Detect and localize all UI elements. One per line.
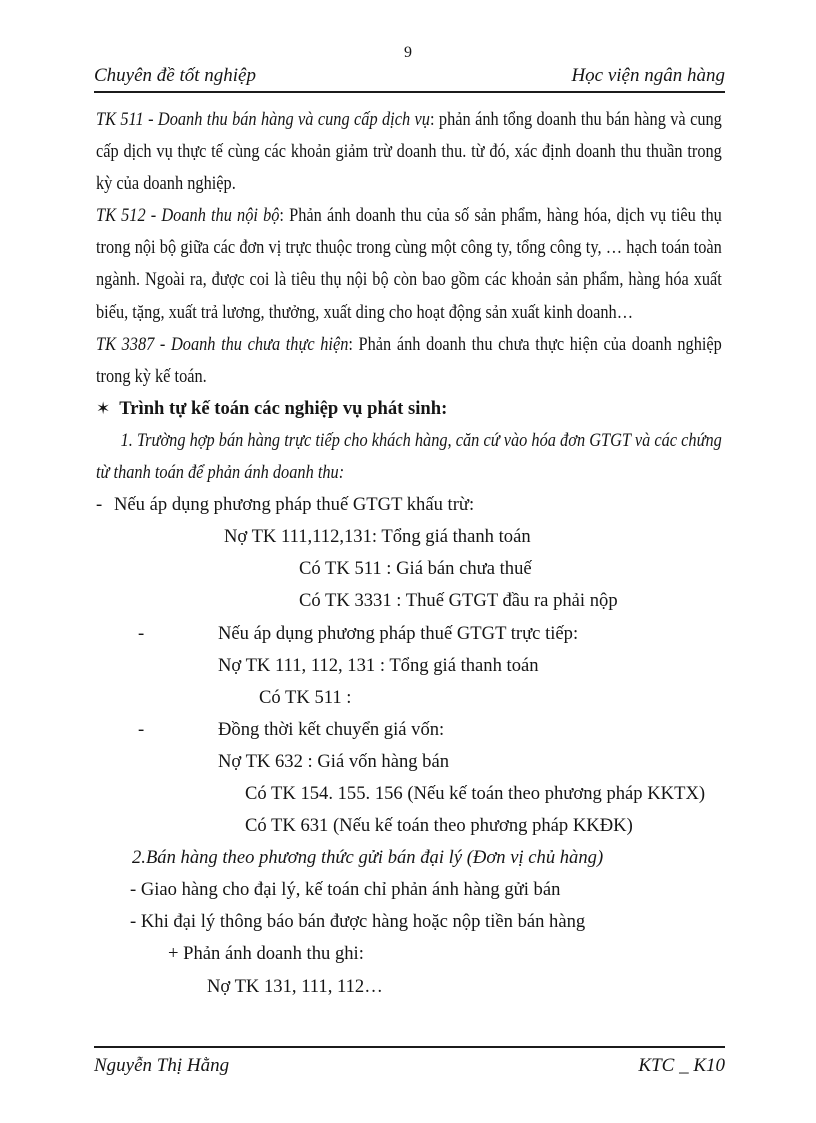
dash-marker: - xyxy=(96,494,103,516)
entry-line: Có TK 511 : xyxy=(259,686,352,708)
footer-author-text: Nguyễn Thị Hằng xyxy=(94,1055,230,1076)
paragraph-tk511 xyxy=(96,104,722,200)
entry-line: Có TK 511 : Giá bán chưa thuế xyxy=(299,558,532,580)
page-number: 9 xyxy=(404,44,412,61)
entry-line: Nợ TK 111, 112, 131 : Tổng giá thanh toán xyxy=(218,654,539,676)
account-title-tk511: TK 511 - Doanh thu bán hàng và cung cấp dịch vụ xyxy=(96,109,430,130)
entry-line: - Khi đại lý thông báo bán được hàng hoặc nộp tiền bán hàng xyxy=(130,911,586,933)
account-title-tk3387: TK 3387 - Doanh thu chưa thực hiện xyxy=(96,333,349,355)
account-title-tk512: TK 512 - Doanh thu nội bộ xyxy=(96,205,280,227)
entry-line: Nợ TK 111,112,131: Tổng giá thanh toán xyxy=(224,526,531,548)
entry-line: Nợ TK 131, 111, 112… xyxy=(207,975,383,997)
running-header xyxy=(94,64,725,93)
entry-line: - Giao hàng cho đại lý, kế toán chỉ phản ánh hàng gửi bán xyxy=(130,879,561,901)
entry-line: Có TK 154. 155. 156 (Nếu kế toán theo phương pháp KKTX) xyxy=(245,782,706,804)
paragraph-tk512 xyxy=(96,200,722,328)
header-left-text: Chuyên đề tốt nghiệp xyxy=(94,65,256,86)
entry-line: Có TK 631 (Nếu kế toán theo phương pháp KKĐK) xyxy=(245,815,633,837)
entry-line: - Đồng thời kết chuyển giá vốn: xyxy=(96,714,722,746)
entry-line: + Phản ánh doanh thu ghi: xyxy=(168,943,364,965)
section-heading-text: Trình tự kế toán các nghiệp vụ phát sinh: xyxy=(119,397,448,419)
star-bullet-icon: ✶ xyxy=(96,398,111,419)
document-body xyxy=(96,104,722,1003)
entry-line: Có TK 3331 : Thuế GTGT đầu ra phải nộp xyxy=(299,590,618,612)
paragraph-text: : Phản ánh doanh thu chưa thực hiện của doanh nghiệp trong kỳ kế toán. xyxy=(96,333,722,387)
header-right-text: Học viện ngân hàng xyxy=(571,65,725,86)
dash-marker: - xyxy=(138,718,145,740)
entry-line: 2.Bán hàng theo phương thức gửi bán đại lý (Đơn vị chủ hàng) xyxy=(132,847,604,869)
paragraph-tk3387 xyxy=(96,329,722,393)
entry-line: Nợ TK 632 : Giá vốn hàng bán xyxy=(218,750,450,772)
entry-line: - Nếu áp dụng phương pháp thuế GTGT khấu trừ: xyxy=(96,489,722,521)
running-footer xyxy=(94,1046,725,1077)
footer-class-text: KTC _ K10 xyxy=(638,1055,725,1076)
dash-marker: - xyxy=(138,622,145,644)
paragraph-text: : phản ánh tổng doanh thu bán hàng và cung cấp dịch vụ thực tế cùng các khoản giảm trừ doanh thu. từ đó, xác định doanh thu thuần trong kỳ của doanh nghiệp. xyxy=(96,109,722,195)
paragraph-text: : Phản ánh doanh thu của số sản phẩm, hàng hóa, dịch vụ tiêu thụ trong nội bộ giữa các đơn vị trực thuộc trong cùng một công ty, tổng công ty, … hạch toán toàn ngành. Ngoài ra, được coi là tiêu thụ nội bộ còn bao gồm các khoản sản phẩm, hàng hóa xuất biếu, tặng, xuất trả lương, thưởng, xuất ding cho hoạt động sản xuất kinh doanh… xyxy=(96,205,722,323)
section-heading xyxy=(96,393,722,425)
entry-line: - Nếu áp dụng phương pháp thuế GTGT trực tiếp: xyxy=(96,618,722,650)
case1-paragraph: 1. Trường hợp bán hàng trực tiếp cho khách hàng, căn cứ vào hóa đơn GTGT và các chứng từ thanh toán để phản ánh doanh thu: xyxy=(96,429,722,484)
